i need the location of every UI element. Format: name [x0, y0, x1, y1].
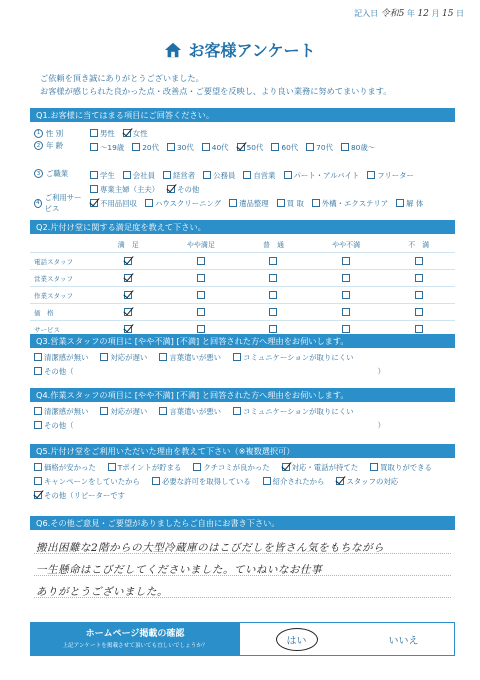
date-month: 12 — [417, 9, 429, 19]
q2-row-label: 電話スタッフ — [34, 257, 73, 266]
q2-rating-box[interactable] — [415, 274, 423, 282]
checked-box[interactable] — [90, 199, 98, 207]
q1-option[interactable] — [132, 140, 159, 154]
q1-option[interactable] — [90, 182, 159, 196]
q4-options — [34, 404, 454, 432]
q2-cell — [382, 274, 455, 282]
q1-option-label: 専業主婦（主夫） — [100, 184, 160, 194]
q1-option[interactable] — [229, 196, 269, 210]
q5-option-label: 買取りができる — [380, 462, 432, 472]
q4-option-label: 対応が遅い — [110, 406, 148, 416]
q1-option-label: パート・アルバイト — [293, 170, 360, 180]
q2-row — [30, 252, 455, 269]
q1-option[interactable] — [312, 196, 388, 210]
q4-option[interactable] — [34, 418, 385, 432]
q1-option[interactable] — [90, 126, 115, 140]
q2-column-header: やや満足 — [186, 241, 215, 249]
publish-consent — [30, 622, 455, 656]
q2-cell — [237, 291, 310, 299]
checkbox[interactable] — [34, 367, 42, 375]
q5-option[interactable] — [34, 460, 96, 474]
q1-option-label: 公務員 — [213, 170, 236, 180]
q2-rating-box[interactable] — [415, 325, 423, 333]
q3-option-label: 清潔感が無い — [44, 352, 89, 362]
q1-option[interactable] — [202, 140, 229, 154]
q1-option-label: 不用品回収 — [100, 198, 137, 208]
q2-cell — [165, 308, 238, 316]
q1-row-label-text: 性 別 — [46, 128, 64, 138]
q3-option[interactable] — [233, 350, 353, 364]
checkbox[interactable] — [34, 463, 42, 471]
checkbox[interactable] — [132, 143, 140, 151]
q5-option[interactable] — [336, 474, 398, 488]
q1-option-label: 40代 — [211, 142, 229, 152]
q2-row-label: 作業スタッフ — [34, 291, 73, 300]
checkbox[interactable] — [90, 171, 98, 179]
q2-rating-box[interactable] — [269, 274, 277, 282]
q1-option[interactable] — [271, 140, 298, 154]
q1-option[interactable] — [306, 140, 333, 154]
q2-cell — [310, 274, 383, 282]
q1-option-label: 〜19歳 — [100, 142, 125, 152]
q1-row-number: 3 — [34, 169, 43, 178]
q2-table — [30, 238, 455, 337]
q5-option[interactable] — [263, 474, 325, 488]
q6-comment-area[interactable] — [30, 532, 455, 612]
checkbox[interactable] — [34, 407, 42, 415]
checkbox[interactable] — [229, 199, 237, 207]
q5-option-label: キャンペーンをしていたから — [44, 476, 140, 486]
q2-cell — [310, 291, 383, 299]
q2-cell — [382, 291, 455, 299]
q2-rating-box[interactable] — [197, 308, 205, 316]
title-text: お客様アンケート — [188, 41, 316, 60]
q3-heading: Q3.営業スタッフの項目に [やや不満] [不満] と回答された方へ理由をお伺いします。 — [30, 334, 455, 348]
q3-option-label: その他（ — [44, 366, 74, 376]
q2-rating-box[interactable] — [342, 274, 350, 282]
checked-box[interactable] — [282, 463, 290, 471]
consent-subtitle: 上記アンケートを掲載させて頂いても宜しいでしょうか？ — [62, 643, 208, 649]
checkbox[interactable] — [90, 143, 98, 151]
q1-row-number: 4 — [34, 199, 42, 208]
q2-rating-box[interactable] — [342, 308, 350, 316]
q2-cell — [382, 257, 455, 265]
house-icon — [164, 41, 182, 59]
q2-row — [30, 286, 455, 303]
q2-rating-box[interactable] — [124, 308, 132, 316]
q5-options — [34, 460, 454, 502]
q2-rating-box[interactable] — [124, 291, 132, 299]
title-row — [0, 38, 480, 63]
checkbox[interactable] — [90, 185, 98, 193]
q2-cell — [237, 257, 310, 265]
checkbox[interactable] — [203, 171, 211, 179]
checkbox[interactable] — [284, 171, 292, 179]
date-day: 15 — [442, 9, 454, 19]
q1-option[interactable] — [203, 168, 235, 182]
consent-yes[interactable]: はい — [276, 628, 318, 651]
q2-column-header: 普 通 — [262, 241, 284, 249]
q5-option[interactable] — [108, 460, 182, 474]
comment-line-2: 一生懸命はこびだしてくださいました。ていねいなお仕事 — [36, 564, 322, 576]
q1-option[interactable] — [90, 140, 124, 154]
checkbox[interactable] — [145, 199, 153, 207]
q2-cell — [92, 274, 165, 282]
q4-option[interactable] — [34, 404, 88, 418]
q2-rating-box[interactable] — [342, 257, 350, 265]
q2-rating-box[interactable] — [269, 257, 277, 265]
q1-table — [30, 126, 455, 213]
q2-row-label: 営業スタッフ — [34, 274, 73, 283]
q5-option[interactable] — [34, 488, 125, 502]
q2-cell — [310, 308, 383, 316]
checkbox[interactable] — [233, 407, 241, 415]
q3-option[interactable] — [159, 350, 221, 364]
q5-option-label: クチコミが良かった — [203, 462, 270, 472]
q2-rating-box[interactable] — [269, 308, 277, 316]
q1-option-label: 30代 — [176, 142, 194, 152]
q5-option-label: その他（リピーターです — [44, 490, 126, 500]
month-unit: 月 — [431, 9, 440, 18]
year-unit: 年 — [406, 9, 415, 18]
q2-cell — [165, 257, 238, 265]
q2-column-header: 不 満 — [408, 241, 430, 249]
q3-option[interactable] — [34, 364, 385, 378]
checkbox[interactable] — [202, 143, 210, 151]
consent-no[interactable]: いいえ — [388, 635, 419, 647]
checkbox[interactable] — [312, 199, 320, 207]
q1-option[interactable] — [284, 168, 360, 182]
q2-rating-box[interactable] — [342, 291, 350, 299]
q2-rating-box[interactable] — [342, 325, 350, 333]
q2-rating-box[interactable] — [124, 274, 132, 282]
consent-choices — [240, 622, 455, 656]
date-line — [354, 6, 464, 19]
q1-row-number: 1 — [34, 129, 43, 138]
q1-row-label — [30, 128, 86, 139]
checkbox[interactable] — [306, 143, 314, 151]
q2-rating-box[interactable] — [197, 325, 205, 333]
q1-option[interactable] — [90, 196, 137, 210]
checkbox[interactable] — [159, 407, 167, 415]
q1-option-label: 20代 — [142, 142, 159, 152]
q3-option-label: 言葉遣いが悪い — [169, 352, 222, 362]
q2-rating-box[interactable] — [124, 257, 132, 265]
q1-row — [30, 193, 455, 213]
q1-option-label: 60代 — [281, 142, 299, 152]
q2-cell — [237, 325, 310, 333]
q2-rating-box[interactable] — [269, 291, 277, 299]
q2-cell — [92, 291, 165, 299]
q2-cell — [237, 274, 310, 282]
q5-option[interactable] — [34, 474, 140, 488]
q2-rating-box[interactable] — [197, 257, 205, 265]
q4-option[interactable] — [159, 404, 221, 418]
q1-row-label — [30, 140, 86, 151]
q5-option[interactable] — [152, 474, 251, 488]
q2-row — [30, 303, 455, 320]
q4-heading: Q4.作業スタッフの項目に [やや不満] [不満] と回答された方へ理由をお伺いします。 — [30, 388, 455, 402]
q1-row-number: 2 — [34, 141, 43, 150]
checked-box[interactable] — [167, 185, 175, 193]
q1-option[interactable] — [243, 168, 275, 182]
q5-heading: Q5.片付け堂をご利用いただいた理由を教えて下さい（※複数選択可） — [30, 444, 455, 458]
checkbox[interactable] — [396, 199, 404, 207]
checkbox[interactable] — [233, 353, 241, 361]
checked-box[interactable] — [336, 477, 344, 485]
q4-option-label: 言葉遣いが悪い — [169, 406, 222, 416]
day-unit: 日 — [456, 9, 464, 18]
q1-option[interactable] — [145, 196, 221, 210]
q5-option-label: 価格が安かった — [44, 462, 96, 472]
q1-option-label: 学生 — [100, 170, 115, 180]
intro-line-1: ご依頼を頂き誠にありがとうございました。 — [40, 73, 204, 83]
q1-option[interactable] — [167, 182, 199, 196]
q1-option-label: 経営者 — [172, 170, 196, 180]
q2-rating-box[interactable] — [124, 325, 132, 333]
q1-option[interactable] — [90, 168, 115, 182]
q2-cell — [92, 308, 165, 316]
checkbox[interactable] — [100, 407, 108, 415]
checkbox[interactable] — [34, 421, 42, 429]
q2-rating-box[interactable] — [415, 257, 423, 265]
q1-option[interactable] — [367, 168, 414, 182]
q2-rating-box[interactable] — [269, 325, 277, 333]
checkbox[interactable] — [108, 463, 116, 471]
q5-option-label: 必要な許可を取得している — [161, 476, 251, 486]
q3-option-label: コミュニケーションが取りにくい — [243, 352, 354, 362]
date-label: 記入日 — [354, 9, 379, 18]
checkbox[interactable] — [370, 463, 378, 471]
checkbox[interactable] — [277, 199, 285, 207]
q1-option-label: 70代 — [316, 142, 333, 152]
q1-row — [30, 168, 455, 196]
q1-heading: Q1.お客様に当てはまる項目にご回答ください。 — [30, 108, 455, 122]
q1-option[interactable] — [237, 140, 264, 154]
q1-option-label: ハウスクリーニング — [154, 198, 222, 208]
checked-box[interactable] — [123, 129, 131, 137]
checkbox[interactable] — [159, 353, 167, 361]
q3-option-label: 対応が遅い — [110, 352, 148, 362]
q1-options — [86, 140, 455, 154]
checkbox[interactable] — [271, 143, 279, 151]
checkbox[interactable] — [100, 353, 108, 361]
q1-row — [30, 140, 455, 168]
checked-box[interactable] — [34, 491, 42, 499]
q1-option[interactable] — [277, 196, 304, 210]
q5-option-label: 紹介されたから — [272, 476, 325, 486]
q5-option[interactable] — [370, 460, 432, 474]
q1-option-label: 男性 — [100, 128, 115, 138]
q2-cell — [92, 325, 165, 333]
q1-option-label: その他 — [177, 184, 200, 194]
q5-option-label: 対応・電話が持てた — [291, 462, 359, 472]
checkbox[interactable] — [341, 143, 349, 151]
q4-option-label: コミュニケーションが取りにくい — [243, 406, 354, 416]
q2-cell — [310, 325, 383, 333]
q2-cell — [165, 274, 238, 282]
q1-option-label: フリーター — [377, 170, 414, 180]
q5-option[interactable] — [282, 460, 359, 474]
q1-option-label: 80歳〜 — [350, 142, 376, 152]
checked-box[interactable] — [237, 143, 245, 151]
q1-option-label: 解 体 — [406, 198, 424, 208]
checkbox[interactable] — [263, 477, 271, 485]
checkbox[interactable] — [152, 477, 160, 485]
q1-row-label-text: ご職業 — [46, 169, 69, 178]
q1-option-label: 遺品整理 — [239, 198, 269, 208]
q1-option-label: 外構・エクステリア — [321, 198, 389, 208]
q1-row-label-text: ご利用サービス — [44, 193, 82, 213]
q1-option-label: 自営業 — [253, 170, 276, 180]
consent-label — [30, 622, 240, 656]
q2-cell — [310, 257, 383, 265]
q2-row — [30, 269, 455, 286]
q1-option[interactable] — [123, 168, 155, 182]
q1-options — [86, 126, 455, 140]
q1-option[interactable] — [341, 140, 375, 154]
q1-row-label-text: 年 齢 — [46, 141, 64, 150]
q3-option[interactable] — [100, 350, 147, 364]
checkbox[interactable] — [123, 171, 131, 179]
q1-option[interactable] — [123, 126, 148, 140]
q1-row-label — [30, 168, 86, 179]
date-era: 令和5 — [380, 9, 405, 19]
q4-option[interactable] — [233, 404, 353, 418]
q1-option-label: 会社員 — [132, 170, 155, 180]
page-title — [164, 38, 315, 61]
q1-options — [86, 168, 455, 196]
q5-option[interactable] — [193, 460, 269, 474]
q2-rating-box[interactable] — [415, 291, 423, 299]
q5-option-label: スタッフの対応 — [346, 476, 399, 486]
intro-text — [40, 72, 460, 98]
q2-heading: Q2.片付け堂に関する満足度を教えて下さい。 — [30, 220, 455, 234]
q2-rating-box[interactable] — [415, 308, 423, 316]
q1-option[interactable] — [396, 196, 423, 210]
q3-option[interactable] — [34, 350, 88, 364]
q4-option-label: 清潔感が無い — [44, 406, 89, 416]
comment-line-1: 搬出困難な2階からの大型冷蔵庫のはこびだしを皆さん気をもちながら — [36, 542, 385, 554]
q2-column-header: 満 足 — [117, 241, 139, 249]
q2-header-row — [30, 238, 455, 252]
q2-column-header: やや不満 — [332, 241, 361, 249]
q2-row-label: 価 格 — [34, 308, 54, 317]
q2-row-label: サービス — [34, 325, 60, 334]
checkbox[interactable] — [163, 171, 171, 179]
q1-option-label: 女性 — [132, 128, 148, 138]
q2-cell — [165, 325, 238, 333]
checkbox[interactable] — [34, 477, 42, 485]
q1-option[interactable] — [163, 168, 195, 182]
q1-option-label: 50代 — [246, 142, 264, 152]
q2-cell — [92, 257, 165, 265]
checkbox[interactable] — [193, 463, 201, 471]
q4-option-label: その他（ — [44, 420, 74, 430]
checkbox[interactable] — [367, 171, 375, 179]
q6-heading: Q6.その他ご意見・ご要望がありましたらご自由にお書き下さい。 — [30, 516, 455, 530]
checkbox[interactable] — [34, 353, 42, 361]
q1-row-label — [30, 192, 86, 214]
q1-option[interactable] — [167, 140, 194, 154]
q2-cell — [382, 325, 455, 333]
q2-cell — [382, 308, 455, 316]
intro-line-2: お客様が感じられた良かった点・改善点・ご要望を反映し、より良い業務に努めてまいります。 — [40, 86, 392, 96]
q1-options — [86, 196, 455, 210]
checkbox[interactable] — [243, 171, 251, 179]
q2-cell — [165, 291, 238, 299]
close-paren: ） — [377, 420, 385, 430]
q4-option[interactable] — [100, 404, 147, 418]
consent-title: ホームページ掲載の確認 — [85, 629, 185, 639]
checkbox[interactable] — [167, 143, 175, 151]
q5-option-label: Tポイントが貯まる — [117, 462, 182, 472]
q2-cell — [237, 308, 310, 316]
q3-options — [34, 350, 454, 378]
checkbox[interactable] — [90, 129, 98, 137]
q2-rating-box[interactable] — [197, 274, 205, 282]
q2-rating-box[interactable] — [197, 291, 205, 299]
comment-line-3: ありがとうございました。 — [36, 586, 168, 598]
q1-option-label: 買 取 — [286, 198, 304, 208]
close-paren: ） — [377, 366, 385, 376]
q1-row — [30, 126, 455, 140]
